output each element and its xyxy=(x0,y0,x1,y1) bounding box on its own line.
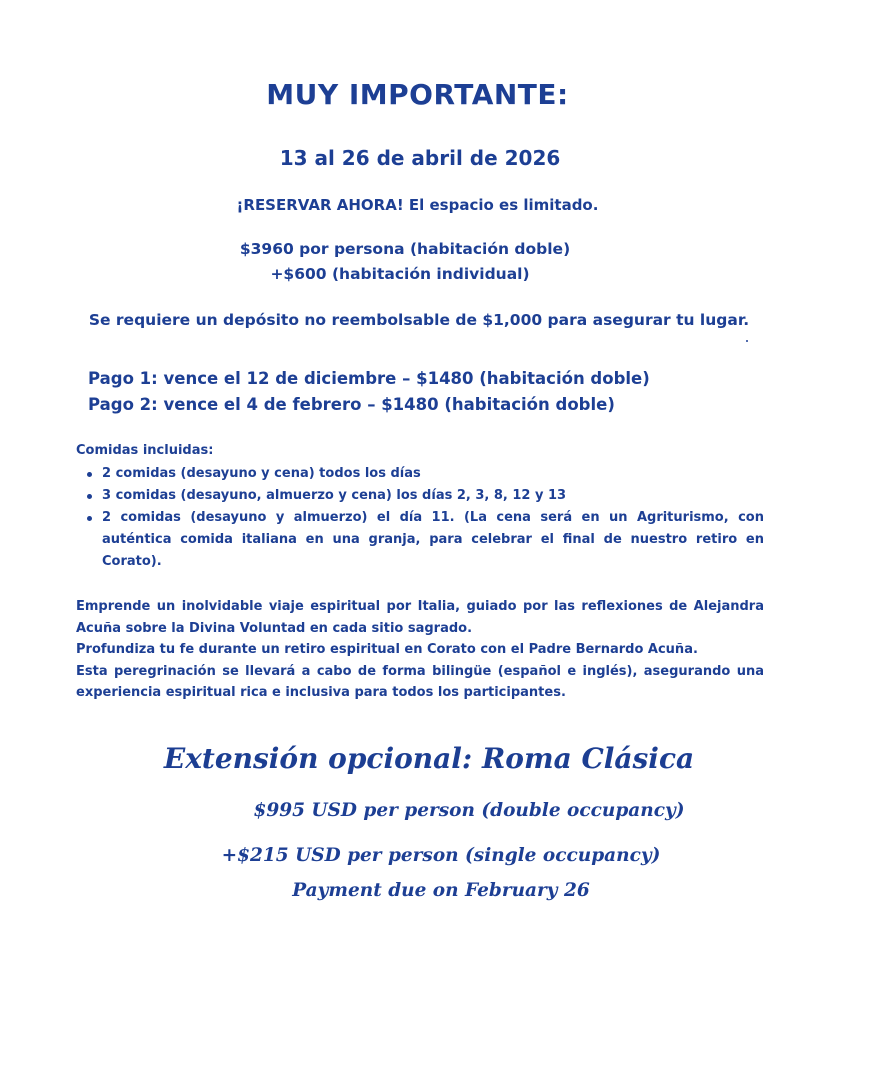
description-paragraph-3: Esta peregrinación se llevará a cabo de forma bilingüe (español e inglés), asegurando una experiencia espiritual rica e inclusiva para todos los participantes. xyxy=(76,663,764,700)
extension-price-single: +$215 USD per person (single occupancy) xyxy=(221,845,661,866)
description-paragraph-1: Emprende un inolvidable viaje espiritual por Italia, guiado por las reflexiones de Alejandra Acuña sobre la Divina Voluntad en cada sitio sagrado. xyxy=(76,599,764,636)
payment-2: Pago 2: vence el 4 de febrero – $1480 (habitación doble) xyxy=(88,395,615,414)
page-title: MUY IMPORTANTE: xyxy=(266,78,569,111)
price-double: $3960 por persona (habitación doble) xyxy=(239,240,571,258)
meal-item-text: 2 comidas (desayuno y cena) todos los días xyxy=(102,466,421,481)
trip-dates: 13 al 26 de abril de 2026 xyxy=(279,146,561,170)
list-item xyxy=(76,507,764,573)
description-paragraph-2: Profundiza tu fe durante un retiro espiritual en Corato con el Padre Bernardo Acuña. xyxy=(76,642,698,657)
meals-list xyxy=(76,463,764,573)
bullet-icon xyxy=(87,472,92,477)
meal-item-text: 3 comidas (desayuno, almuerzo y cena) los días 2, 3, 8, 12 y 13 xyxy=(102,488,567,503)
bullet-icon xyxy=(87,494,92,499)
reserve-notice: ¡RESERVAR AHORA! El espacio es limitado. xyxy=(236,196,599,214)
price-single: +$600 (habitación individual) xyxy=(270,265,530,283)
bullet-icon xyxy=(87,516,92,521)
extension-payment-due: Payment due on February 26 xyxy=(292,880,590,901)
list-item xyxy=(76,485,764,507)
stray-dot xyxy=(746,340,748,342)
meal-item-text: 2 comidas (desayuno y almuerzo) el día 11. (La cena será en un Agriturismo, con auténtica comida italiana en una granja, para celebrar el final de nuestro retiro en Corato). xyxy=(102,510,764,569)
extension-price-double: $995 USD per person (double occupancy) xyxy=(253,800,685,821)
meals-heading: Comidas incluidas: xyxy=(76,443,214,458)
list-item xyxy=(76,463,764,485)
description-block xyxy=(76,596,764,704)
payment-1: Pago 1: vence el 12 de diciembre – $1480 (habitación doble) xyxy=(88,369,650,388)
extension-title: Extensión opcional: Roma Clásica xyxy=(163,742,695,775)
deposit-notice: Se requiere un depósito no reembolsable de $1,000 para asegurar tu lugar. xyxy=(88,311,750,329)
